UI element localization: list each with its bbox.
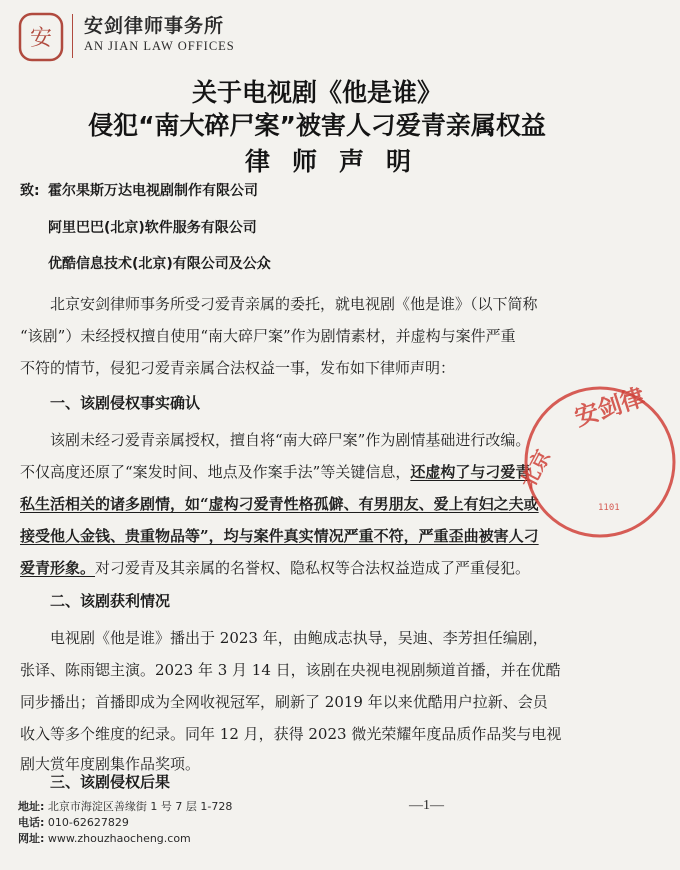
footer-address-label: 地址: <box>18 800 45 813</box>
footer-web <box>18 830 191 846</box>
section-2-line-5: 剧大赏年度剧集作品奖项。 <box>20 755 201 773</box>
seal-text-a: 安剑律 <box>571 382 649 432</box>
page-number: —1— <box>409 798 444 813</box>
footer-phone <box>18 814 129 830</box>
intro-line-2: “该剧”）未经授权擅自使用“南大碎尸案”作为剧情素材，并虚构与案件严重 <box>20 327 516 345</box>
section-1-line-5 <box>20 552 615 584</box>
firm-logo <box>18 12 64 62</box>
addressee-3 <box>48 253 271 273</box>
footer-address <box>18 798 232 814</box>
addressee-name: 阿里巴巴(北京)软件服务有限公司 <box>48 220 257 236</box>
section-2-line-3: 同步播出；首播即成为全网收视冠军，刷新了 2019 年以来优酷用户拉新、会员 <box>20 693 548 711</box>
section-1-emphasis: 私生活相关的诸多剧情，如“虚构刁爱青性格孤僻、有男朋友、爱上有妇之夫或 <box>20 495 539 513</box>
section-1-emphasis: 接受他人金钱、贵重物品等”，均与案件真实情况严重不符，严重歪曲被害人刁 <box>20 527 539 545</box>
section-1-heading: 一、该剧侵权事实确认 <box>50 394 201 412</box>
title-line-1: 关于电视剧《他是谁》 <box>191 78 442 107</box>
firm-name-cn: 安剑律师事务所 <box>84 15 225 37</box>
firm-name-en: AN JIAN LAW OFFICES <box>84 39 235 53</box>
footer-phone-label: 电话: <box>18 816 45 829</box>
title-line-2: 侵犯“南大碎尸案”被害人刁爱青亲属权益 <box>88 111 546 140</box>
official-seal <box>515 382 680 542</box>
intro-line-3: 不符的情节，侵犯刁爱青亲属合法权益一事，发布如下律师声明： <box>20 359 456 377</box>
intro-line-1: 北京安剑律师事务所受刁爱青亲属的委托，就电视剧《他是谁》（以下简称 <box>50 295 538 313</box>
footer-address-value: 北京市海淀区善缘街 1 号 7 层 1-728 <box>47 800 233 813</box>
section-1-emphasis: 爱青形象。 <box>20 559 96 577</box>
seal-code: 1101 <box>598 503 620 513</box>
title-line-3: 律师声明 <box>244 147 433 176</box>
section-1-line-1: 该剧未经刁爱青亲属授权，擅自将“南大碎尸案”作为剧情基础进行改编。 <box>50 431 531 449</box>
footer-web-label: 网址: <box>18 832 45 845</box>
section-2-line-2: 张译、陈雨锶主演。2023 年 3 月 14 日，该剧在央视电视剧频道首播，并在优酷 <box>20 661 561 679</box>
addressee-2 <box>48 217 257 237</box>
footer-web-value: www.zhouzhaocheng.com <box>47 832 191 845</box>
addressee-label: 致: <box>20 183 40 199</box>
section-1-emphasis: 还虚构了与刁爱青 <box>410 463 531 481</box>
footer-phone-value: 010-62627829 <box>47 816 129 829</box>
section-2-line-4: 收入等多个维度的纪录。同年 12 月，获得 2023 微光荣耀年度品质作品奖与电视 <box>20 725 562 743</box>
addressee-1 <box>20 180 258 200</box>
seal-text-b: 北京 <box>515 445 556 493</box>
letterhead-divider <box>72 14 73 58</box>
section-1-text: 不仅高度还原了“案发时间、地点及作案手法”等关键信息， <box>20 463 411 481</box>
section-3-heading: 三、该剧侵权后果 <box>50 773 171 791</box>
section-2-line-1: 电视剧《他是谁》播出于 2023 年，由鲍成志执导，吴迪、李芳担任编剧， <box>50 629 548 647</box>
addressee-name: 优酷信息技术(北京)有限公司及公众 <box>48 256 271 272</box>
addressee-name: 霍尔果斯万达电视剧制作有限公司 <box>48 183 258 199</box>
logo-glyph: 安 <box>29 26 53 51</box>
section-2-heading: 二、该剧获利情况 <box>50 592 171 610</box>
section-1-text: 对刁爱青及其亲属的名誉权、隐私权等合法权益造成了严重侵犯。 <box>95 559 531 577</box>
